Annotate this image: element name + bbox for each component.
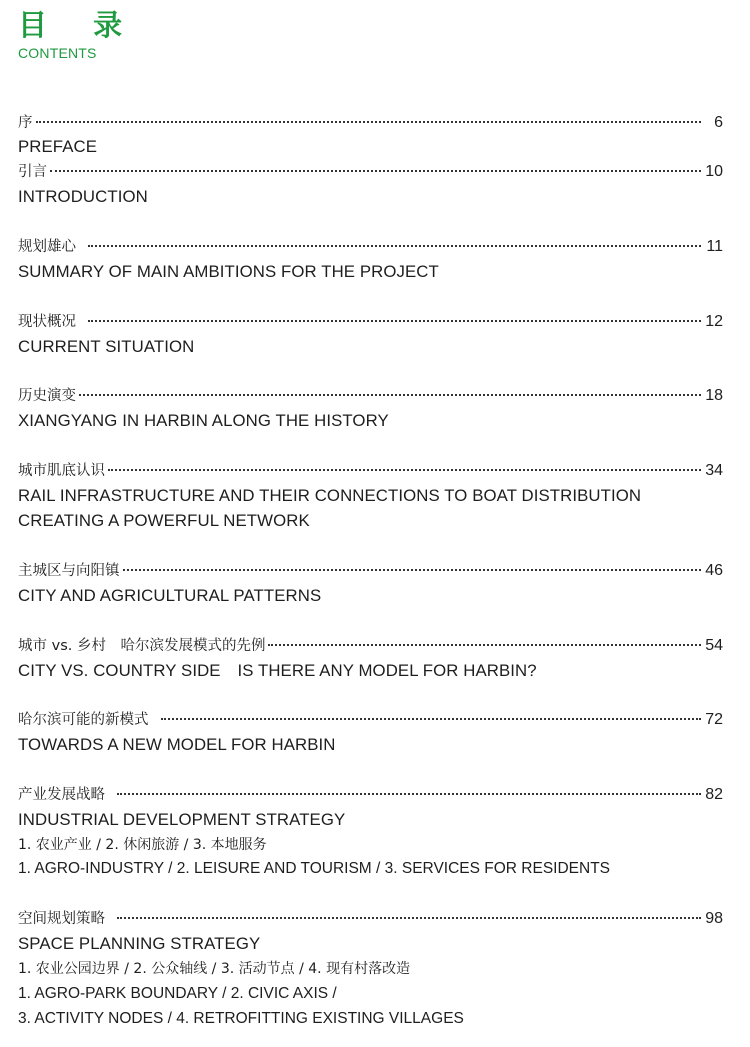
toc-page-number: 6 xyxy=(714,114,723,131)
toc-entry-title-cn: 现状概况 xyxy=(18,314,76,330)
toc-entry-space-planning[interactable] xyxy=(18,910,723,928)
toc-entry-title-en: PREFACE xyxy=(18,137,98,156)
toc-entry-urban-fabric[interactable] xyxy=(18,462,723,480)
toc-entry-title-cn: 序 xyxy=(18,115,33,131)
toc-page-number: 72 xyxy=(705,711,723,728)
dot-leader xyxy=(161,718,702,720)
toc-entry-title-en: CURRENT SITUATION xyxy=(18,337,195,356)
toc-entry-city-vs-country[interactable] xyxy=(18,637,723,655)
toc-entry-title-en: INTRODUCTION xyxy=(18,187,148,206)
toc-page-number: 18 xyxy=(705,387,723,404)
toc-entry-title-en: SUMMARY OF MAIN AMBITIONS FOR THE PROJECT xyxy=(18,262,439,281)
toc-header xyxy=(18,6,140,61)
toc-subitems-cn: 1. 农业产业 / 2. 休闲旅游 / 3. 本地服务 xyxy=(18,837,267,853)
dot-leader xyxy=(123,569,702,571)
page-title: 目 录 xyxy=(18,8,141,42)
dot-leader xyxy=(117,917,701,919)
dot-leader xyxy=(268,644,701,646)
toc-entry-title-en: CITY VS. COUNTRY SIDE IS THERE ANY MODEL FOR HARBIN? xyxy=(18,661,537,680)
toc-subitems-en: 1. AGRO-INDUSTRY / 2. LEISURE AND TOURISM / 3. SERVICES FOR RESIDENTS xyxy=(18,860,611,877)
toc-entry-industrial-strategy[interactable] xyxy=(18,786,723,804)
dot-leader xyxy=(88,320,701,322)
dot-leader xyxy=(36,121,702,123)
toc-entry-title-cn: 城市 vs. 乡村 哈尔滨发展模式的先例 xyxy=(18,638,266,654)
toc-entry-title-cn: 空间规划策略 xyxy=(18,911,105,927)
toc-subitems-en: 3. ACTIVITY NODES / 4. RETROFITTING EXISTING VILLAGES xyxy=(18,1010,464,1027)
dot-leader xyxy=(108,469,701,471)
toc-entry-title-en: CITY AND AGRICULTURAL PATTERNS xyxy=(18,586,322,605)
toc-page-number: 54 xyxy=(705,637,723,654)
toc-entry-introduction[interactable] xyxy=(18,163,723,181)
toc-entry-title-cn: 引言 xyxy=(18,164,47,180)
toc-entry-new-model[interactable] xyxy=(18,711,723,729)
toc-page-number: 10 xyxy=(705,163,723,180)
toc-entry-title-cn: 产业发展战略 xyxy=(18,787,105,803)
toc-entry-current-situation[interactable] xyxy=(18,313,723,331)
dot-leader xyxy=(88,245,701,247)
toc-entry-title-en: TOWARDS A NEW MODEL FOR HARBIN xyxy=(18,735,336,754)
toc-page-number: 34 xyxy=(705,462,723,479)
toc-entry-title-en: INDUSTRIAL DEVELOPMENT STRATEGY xyxy=(18,810,346,829)
toc-entry-preface[interactable] xyxy=(18,114,723,132)
toc-entry-title-cn: 历史演变 xyxy=(18,388,76,404)
toc-page-number: 12 xyxy=(705,313,723,330)
toc-entry-title-cn: 主城区与向阳镇 xyxy=(18,563,120,579)
toc-entry-history[interactable] xyxy=(18,387,723,405)
page-subtitle: CONTENTS xyxy=(18,45,97,61)
toc-entry-city-patterns[interactable] xyxy=(18,562,723,580)
toc-entry-title-cn: 哈尔滨可能的新模式 xyxy=(18,712,149,728)
toc-entry-title-en: RAIL INFRASTRUCTURE AND THEIR CONNECTIONS TO BOAT DISTRIBUTION xyxy=(18,486,642,505)
toc-page-number: 11 xyxy=(706,238,723,255)
toc-subitems-cn: 1. 农业公园边界 / 2. 公众轴线 / 3. 活动节点 / 4. 现有村落改造 xyxy=(18,961,411,977)
toc-page-number: 98 xyxy=(705,910,723,927)
toc-entry-ambitions[interactable] xyxy=(18,238,723,256)
toc-page-number: 82 xyxy=(705,786,723,803)
toc-entry-title-en: CREATING A POWERFUL NETWORK xyxy=(18,511,310,530)
dot-leader xyxy=(117,793,701,795)
dot-leader xyxy=(79,394,701,396)
toc-page-number: 46 xyxy=(705,562,723,579)
toc-entry-title-en: XIANGYANG IN HARBIN ALONG THE HISTORY xyxy=(18,411,389,430)
toc-entry-title-cn: 规划雄心 xyxy=(18,239,76,255)
toc-entry-title-cn: 城市肌底认识 xyxy=(18,463,105,479)
dot-leader xyxy=(50,170,701,172)
toc-entry-title-en: SPACE PLANNING STRATEGY xyxy=(18,934,261,953)
toc-subitems-en: 1. AGRO-PARK BOUNDARY / 2. CIVIC AXIS / xyxy=(18,985,337,1002)
